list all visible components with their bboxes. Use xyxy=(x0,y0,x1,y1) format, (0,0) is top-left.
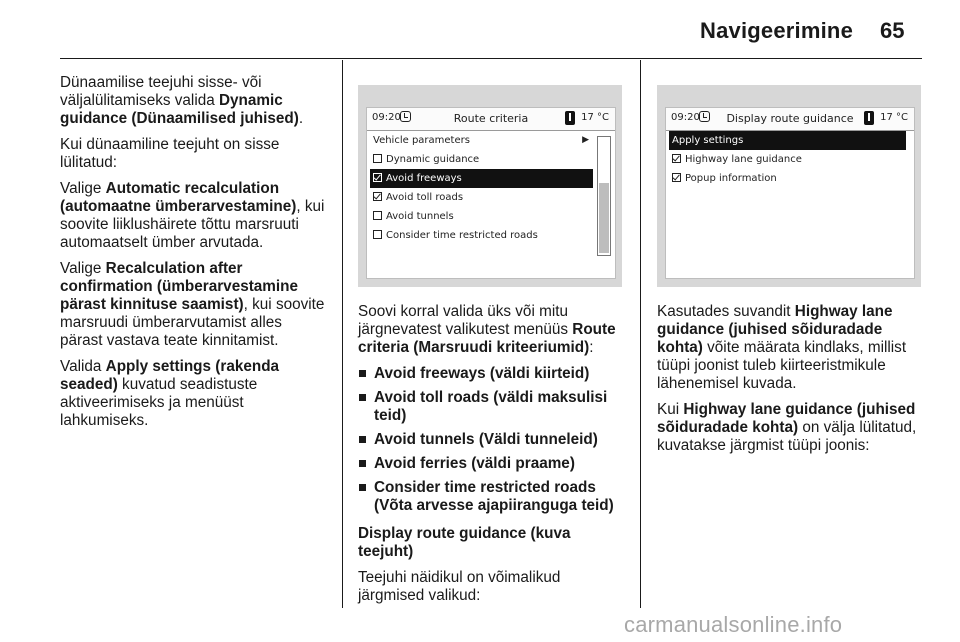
page-title: Navigeerimine xyxy=(700,18,854,43)
clock-time: 09:20 xyxy=(671,112,700,123)
status-bar xyxy=(666,108,914,131)
paragraph-dynamic-on: Kui dünaamiline teejuht on sisse lülitatud: xyxy=(60,136,280,171)
menu-item-avoid-tunnels[interactable]: Avoid tunnels xyxy=(367,207,615,226)
paragraph-guidance-options: Teejuhi näidikul on võimalikud järgmised valikud: xyxy=(358,569,561,604)
watermark: carmanualsonline.info xyxy=(624,612,843,637)
scroll-thumb[interactable] xyxy=(599,183,609,253)
route-options-list xyxy=(358,365,624,515)
column-2 xyxy=(358,303,624,613)
paragraph-apply-settings: Valida Apply settings (rakenda seaded) kuvatud seadistuste aktiveerimiseks ja menüüst lahkumiseks. xyxy=(60,358,280,429)
screen-title: Route criteria xyxy=(453,112,529,125)
paragraph-route-criteria-intro: Soovi korral valida üks või mitu järgnevatest valikutest menüüs Route criteria (Marsruudi kriteeriumid): xyxy=(358,303,616,356)
column-3 xyxy=(657,303,923,463)
list-item: Avoid ferries (väldi praame) xyxy=(358,455,624,473)
column-divider-2 xyxy=(640,60,641,608)
list-item: Avoid toll roads (väldi maksulisi teid) xyxy=(358,389,624,425)
thermometer-icon xyxy=(565,111,575,125)
route-criteria-display xyxy=(366,107,616,279)
bullet-square-icon xyxy=(359,484,366,491)
menu-item-dynamic-guidance[interactable]: Dynamic guidance xyxy=(367,150,615,169)
checkbox-icon xyxy=(672,173,681,182)
checkbox-icon xyxy=(373,211,382,220)
menu-item-highway-lane-guidance[interactable]: Highway lane guidance xyxy=(666,150,914,169)
menu-item-time-restricted[interactable]: Consider time restricted roads xyxy=(367,226,615,245)
checkbox-icon xyxy=(373,230,382,239)
status-bar xyxy=(367,108,615,131)
menu-item-avoid-freeways[interactable]: Avoid freeways xyxy=(370,169,593,188)
route-criteria-screenshot xyxy=(358,85,622,287)
display-route-guidance-display xyxy=(665,107,915,279)
bullet-square-icon xyxy=(359,370,366,377)
checkbox-icon xyxy=(373,192,382,201)
checkbox-icon xyxy=(672,154,681,163)
temperature: 17 °C xyxy=(880,112,908,123)
checkbox-icon xyxy=(373,154,382,163)
bullet-square-icon xyxy=(359,460,366,467)
menu-item-popup-information[interactable]: Popup information xyxy=(666,169,914,188)
page-number: 65 xyxy=(880,18,905,43)
paragraph-lane-guidance: Kasutades suvandit Highway lane guidance (juhised sõiduradade kohta) võite määrata kindlaks, millist tüüpi joonist tuleb kiirteeristmikule lähenemisel kuvada. xyxy=(657,303,907,392)
list-item: Consider time restricted roads (Võta arvesse ajapiiranguga teid) xyxy=(358,479,624,515)
column-1 xyxy=(60,74,326,438)
menu-item-apply-settings[interactable]: Apply settings xyxy=(669,131,906,150)
paragraph-dynamic-guidance: Dünaamilise teejuhi sisse- või väljalülitamiseks valida Dynamic guidance (Dünaamilised juhised). xyxy=(60,74,304,127)
scrollbar[interactable] xyxy=(597,136,611,256)
thermometer-icon xyxy=(864,111,874,125)
paragraph-recalc-confirm: Valige Recalculation after confirmation (ümberarvestamine pärast kinnituse saamist), kui soovite marsruudi ümberarvutamist alles pärast vastava teate kinnitamist. xyxy=(60,260,325,349)
bullet-square-icon xyxy=(359,394,366,401)
header-divider xyxy=(60,58,922,59)
list-item: Avoid freeways (väldi kiirteid) xyxy=(358,365,624,383)
checkbox-icon xyxy=(373,173,382,182)
menu-item-vehicle-parameters[interactable]: Vehicle parameters ▶ xyxy=(367,131,615,150)
display-route-guidance-screenshot xyxy=(657,85,921,287)
screen-title: Display route guidance xyxy=(726,112,854,125)
paragraph-auto-recalc: Valige Automatic recalculation (automaatne ümberarvestamine), kui soovite liiklushäirete tõttu marsruuti automaatselt ümber arvutada. xyxy=(60,180,325,251)
bullet-square-icon xyxy=(359,436,366,443)
list-item: Avoid tunnels (Väldi tunneleid) xyxy=(358,431,624,449)
menu-item-avoid-toll-roads[interactable]: Avoid toll roads xyxy=(367,188,615,207)
clock-time: 09:20 xyxy=(372,112,401,123)
temperature: 17 °C xyxy=(581,112,609,123)
paragraph-lane-guidance-off: Kui Highway lane guidance (juhised sõiduradade kohta) on välja lülitatud, kuvatakse järgmist tüüpi joonis: xyxy=(657,401,917,454)
column-divider-1 xyxy=(342,60,343,608)
arrow-right-icon: ▶ xyxy=(582,135,589,145)
section-heading: Display route guidance (kuva teejuht) xyxy=(358,525,571,560)
